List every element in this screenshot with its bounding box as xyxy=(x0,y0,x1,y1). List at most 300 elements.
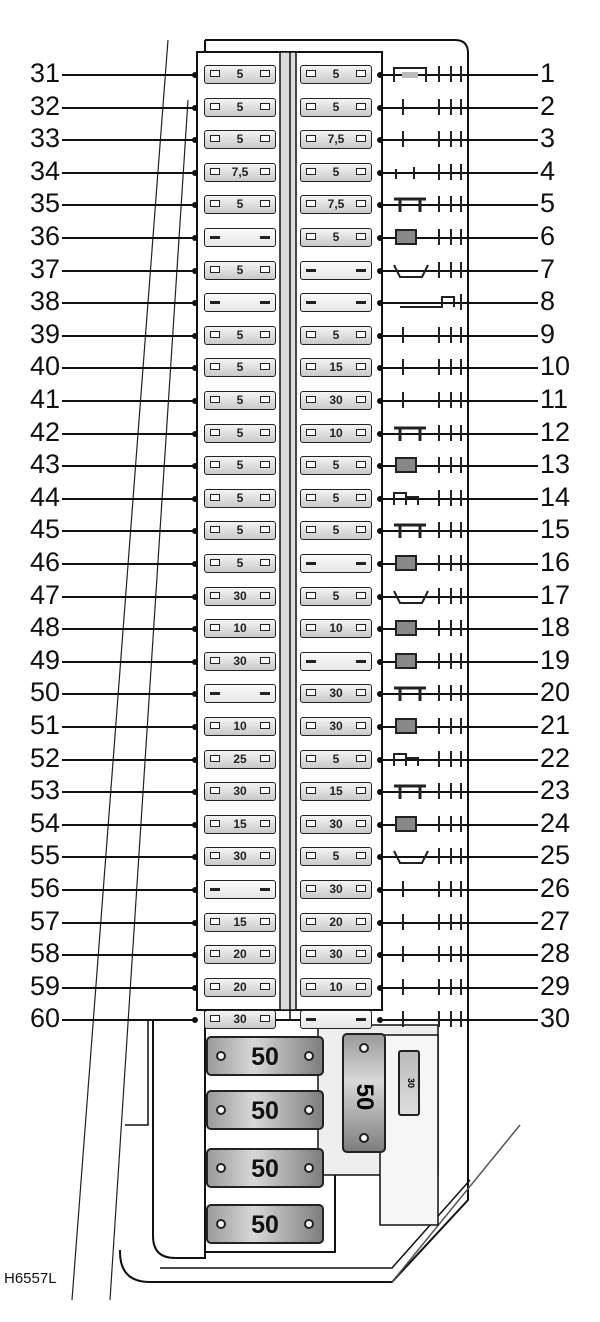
fuse-position-number: 56 xyxy=(29,873,60,903)
fuse-terminal-icon xyxy=(260,494,270,501)
fuse-terminal-icon xyxy=(306,592,316,599)
maxi-fuse xyxy=(206,1036,324,1076)
blade-fuse xyxy=(204,424,276,443)
connector-dot xyxy=(192,300,198,306)
fuse-rating: 20 xyxy=(329,915,343,929)
fuse-rating: 15 xyxy=(329,784,343,798)
fuse-terminal-icon xyxy=(260,755,270,762)
blade-fuse xyxy=(300,521,372,540)
leader-line xyxy=(62,270,196,272)
relay-symbol-icon xyxy=(392,454,472,476)
leader-line xyxy=(62,302,196,304)
fuse-terminal-icon xyxy=(356,233,366,240)
fuse-position-number: 1 xyxy=(540,58,556,88)
fuse-terminal-icon xyxy=(356,461,366,468)
maxi-fuse xyxy=(206,1204,324,1244)
blade-fuse xyxy=(204,293,276,312)
blade-fuse xyxy=(300,195,372,214)
fuse-terminal-icon xyxy=(260,918,270,925)
connector-dot xyxy=(192,920,198,926)
fuse-position-number: 49 xyxy=(29,645,60,675)
connector-dot xyxy=(192,1017,198,1023)
fuse-rating: 5 xyxy=(236,360,244,374)
fuse-position-number: 36 xyxy=(29,221,60,251)
blade-fuse xyxy=(300,782,372,801)
leader-line xyxy=(62,367,196,369)
fuse-position-number: 44 xyxy=(29,482,60,512)
fuse-terminal-icon xyxy=(210,135,220,142)
fuse-terminal-icon xyxy=(356,722,366,729)
fuse-position-number: 26 xyxy=(540,873,571,903)
fuse-rating: 5 xyxy=(332,100,340,114)
fuse-terminal-icon xyxy=(356,918,366,925)
fuse-terminal-icon xyxy=(260,461,270,468)
relay-symbol-icon xyxy=(392,128,472,150)
blade-fuse xyxy=(204,815,276,834)
fuse-rating: 20 xyxy=(233,947,247,961)
fuse-terminal-icon xyxy=(210,657,220,664)
leader-line xyxy=(62,498,196,500)
fuse-terminal-icon xyxy=(210,461,220,468)
fuse-terminal-icon xyxy=(356,983,366,990)
fuse-position-number: 35 xyxy=(29,188,60,218)
leader-line xyxy=(62,1019,196,1021)
fuse-terminal-icon xyxy=(210,494,220,501)
fuse-terminal-icon xyxy=(356,787,366,794)
fuse-terminal-icon xyxy=(356,301,366,304)
blade-fuse xyxy=(204,98,276,117)
fuse-rating: 30 xyxy=(233,1012,247,1026)
fuse-terminal-icon xyxy=(210,950,220,957)
fuse-rating: 5 xyxy=(236,328,244,342)
fuse-position-number: 31 xyxy=(29,58,60,88)
connector-dot xyxy=(192,594,198,600)
fuse-terminal-icon xyxy=(210,852,220,859)
fuse-rating: 10 xyxy=(233,621,247,635)
leader-line xyxy=(62,987,196,989)
leader-line xyxy=(62,139,196,141)
fuse-position-number: 8 xyxy=(540,286,556,316)
fuse-position-number: 55 xyxy=(29,840,60,870)
fuse-terminal-icon xyxy=(260,787,270,794)
fuse-position-number: 17 xyxy=(540,580,571,610)
leader-line xyxy=(62,172,196,174)
leader-line xyxy=(62,628,196,630)
fuse-rating: 30 xyxy=(329,817,343,831)
relay-symbol-icon xyxy=(392,585,472,607)
relay-symbol-icon xyxy=(392,552,472,574)
fuse-position-number: 45 xyxy=(29,514,60,544)
fuse-position-number: 59 xyxy=(29,971,60,1001)
fuse-terminal-icon xyxy=(306,103,316,110)
fuse-position-number: 12 xyxy=(540,417,571,447)
blade-fuse xyxy=(300,98,372,117)
fuse-position-number: 54 xyxy=(29,808,60,838)
fuse-position-number: 6 xyxy=(540,221,556,251)
fuse-position-number: 43 xyxy=(29,449,60,479)
maxi-fuse-rating: 50 xyxy=(251,1043,279,1071)
fuse-rating: 5 xyxy=(332,523,340,537)
fuse-rating: 30 xyxy=(329,882,343,896)
blade-fuse xyxy=(204,391,276,410)
leader-line xyxy=(62,856,196,858)
leader-line xyxy=(62,74,196,76)
fuse-position-number: 10 xyxy=(540,351,571,381)
connector-dot xyxy=(192,822,198,828)
fuse-terminal-icon xyxy=(260,1015,270,1022)
leader-line xyxy=(62,661,196,663)
fuse-terminal-icon xyxy=(210,236,220,239)
fuse-position-number: 51 xyxy=(29,710,60,740)
blade-fuse xyxy=(204,358,276,377)
fuse-terminal-icon xyxy=(210,103,220,110)
fuse-position-number: 50 xyxy=(29,677,60,707)
fuse-position-number: 23 xyxy=(540,775,571,805)
connector-dot xyxy=(192,235,198,241)
fuse-rating: 30 xyxy=(329,686,343,700)
fuse-rating: 30 xyxy=(233,654,247,668)
fuse-terminal-icon xyxy=(260,950,270,957)
blade-fuse xyxy=(300,913,372,932)
relay-symbol-icon xyxy=(392,96,472,118)
relay-symbol-icon xyxy=(392,748,472,770)
fuse-terminal-icon xyxy=(210,200,220,207)
leader-line xyxy=(62,563,196,565)
connector-dot xyxy=(192,724,198,730)
blade-fuse xyxy=(204,554,276,573)
fuse-terminal-icon xyxy=(260,396,270,403)
fuse-terminal-icon xyxy=(210,301,220,304)
fuse-terminal-icon xyxy=(260,983,270,990)
leader-line xyxy=(62,237,196,239)
blade-fuse xyxy=(300,261,372,280)
leader-line xyxy=(62,530,196,532)
connector-dot xyxy=(192,757,198,763)
relay-symbol-icon xyxy=(392,259,472,281)
blade-fuse xyxy=(204,130,276,149)
fuse-terminal-icon xyxy=(356,660,366,663)
fuse-terminal-icon xyxy=(210,396,220,403)
fuse-rating: 5 xyxy=(236,393,244,407)
fuse-terminal-icon xyxy=(306,396,316,403)
blade-fuse xyxy=(204,684,276,703)
fuse-terminal-icon xyxy=(306,820,316,827)
fuse-terminal-icon xyxy=(356,562,366,565)
fuse-terminal-icon xyxy=(306,269,316,272)
leader-line xyxy=(62,433,196,435)
fuse-terminal-icon xyxy=(210,70,220,77)
maxi-fuse xyxy=(206,1148,324,1188)
fuse-terminal-icon xyxy=(306,1018,316,1021)
fuse-terminal-icon xyxy=(306,918,316,925)
relay-symbol-icon xyxy=(392,845,472,867)
fuse-rating: 5 xyxy=(236,67,244,81)
fuse-terminal-icon xyxy=(356,103,366,110)
blade-fuse xyxy=(300,489,372,508)
leader-line xyxy=(62,107,196,109)
fuse-terminal-icon xyxy=(356,494,366,501)
fuse-rating: 5 xyxy=(332,67,340,81)
fuse-terminal-icon xyxy=(210,888,220,891)
fuse-terminal-icon xyxy=(306,461,316,468)
connector-dot xyxy=(192,659,198,665)
fuse-terminal-icon xyxy=(210,363,220,370)
reference-code: H6557L xyxy=(4,1270,57,1287)
connector-dot xyxy=(192,496,198,502)
fuse-terminal-icon xyxy=(306,660,316,663)
fuse-position-number: 9 xyxy=(540,319,556,349)
connector-dot xyxy=(192,137,198,143)
blade-fuse xyxy=(204,326,276,345)
blade-fuse xyxy=(300,847,372,866)
terminal-hole-icon xyxy=(304,1219,314,1229)
terminal-hole-icon xyxy=(304,1163,314,1173)
fuse-terminal-icon xyxy=(356,820,366,827)
fuse-position-number: 21 xyxy=(540,710,571,740)
fuse-terminal-icon xyxy=(260,168,270,175)
fuse-terminal-icon xyxy=(210,983,220,990)
fuse-terminal-icon xyxy=(306,885,316,892)
connector-dot xyxy=(192,431,198,437)
fuse-terminal-icon xyxy=(260,852,270,859)
fuse-terminal-icon xyxy=(356,1018,366,1021)
relay-symbol-icon xyxy=(392,943,472,965)
fuse-position-number: 40 xyxy=(29,351,60,381)
blade-fuse xyxy=(300,684,372,703)
relay-symbol-icon xyxy=(392,976,472,998)
leader-line xyxy=(62,335,196,337)
fuse-rating: 10 xyxy=(329,980,343,994)
blade-fuse xyxy=(204,847,276,866)
relay-symbol-icon xyxy=(392,780,472,802)
fuse-terminal-icon xyxy=(306,168,316,175)
fuse-terminal-icon xyxy=(356,885,366,892)
maxi-fuse xyxy=(206,1090,324,1130)
fuse-rating: 20 xyxy=(233,980,247,994)
blade-fuse xyxy=(204,750,276,769)
blade-fuse xyxy=(300,945,372,964)
fuse-position-number: 47 xyxy=(29,580,60,610)
fuse-terminal-icon xyxy=(356,331,366,338)
fuse-terminal-icon xyxy=(356,269,366,272)
connector-dot xyxy=(192,463,198,469)
fuse-terminal-icon xyxy=(260,103,270,110)
blade-fuse xyxy=(300,163,372,182)
blade-fuse xyxy=(300,228,372,247)
fuse-terminal-icon xyxy=(306,983,316,990)
blade-fuse xyxy=(300,815,372,834)
fuse-position-number: 20 xyxy=(540,677,571,707)
relay-symbol-icon xyxy=(392,487,472,509)
blade-fuse xyxy=(204,261,276,280)
relay-symbol-icon xyxy=(392,422,472,444)
blade-fuse xyxy=(300,293,372,312)
fuse-position-number: 16 xyxy=(540,547,571,577)
mini-fuse-rating: 30 xyxy=(406,1077,416,1088)
fuse-position-number: 58 xyxy=(29,938,60,968)
fuse-terminal-icon xyxy=(210,692,220,695)
fuse-position-number: 25 xyxy=(540,840,571,870)
relay-symbol-icon xyxy=(392,878,472,900)
connector-dot xyxy=(192,561,198,567)
blade-fuse xyxy=(300,880,372,899)
fuse-terminal-icon xyxy=(260,526,270,533)
fuse-terminal-icon xyxy=(210,755,220,762)
blade-fuse xyxy=(300,391,372,410)
fuse-terminal-icon xyxy=(356,526,366,533)
fuse-position-number: 30 xyxy=(540,1003,571,1033)
fuse-rating: 10 xyxy=(329,621,343,635)
blade-fuse xyxy=(300,130,372,149)
fuse-terminal-icon xyxy=(306,135,316,142)
fuse-position-number: 52 xyxy=(29,743,60,773)
fuse-rating: 5 xyxy=(332,328,340,342)
blade-fuse xyxy=(204,945,276,964)
fuse-terminal-icon xyxy=(356,624,366,631)
fuse-terminal-icon xyxy=(210,787,220,794)
fuse-position-number: 57 xyxy=(29,906,60,936)
fuse-rating: 7,5 xyxy=(231,165,249,179)
relay-symbol-icon xyxy=(392,356,472,378)
fuse-terminal-icon xyxy=(260,363,270,370)
connector-dot xyxy=(192,268,198,274)
fuse-terminal-icon xyxy=(260,657,270,664)
fuse-terminal-icon xyxy=(260,592,270,599)
blade-fuse xyxy=(204,880,276,899)
blade-fuse xyxy=(300,326,372,345)
fuse-position-number: 38 xyxy=(29,286,60,316)
relay-symbol-icon xyxy=(392,291,472,313)
fuse-rating: 7,5 xyxy=(327,132,345,146)
blade-fuse xyxy=(300,358,372,377)
fuse-rating: 5 xyxy=(236,556,244,570)
connector-dot xyxy=(192,528,198,534)
blade-fuse xyxy=(300,652,372,671)
vertical-maxi-fuse xyxy=(342,1033,386,1153)
fuse-terminal-icon xyxy=(356,168,366,175)
fuse-rating: 15 xyxy=(233,817,247,831)
fuse-position-number: 19 xyxy=(540,645,571,675)
fuse-terminal-icon xyxy=(210,559,220,566)
relay-symbol-icon xyxy=(392,813,472,835)
vertical-maxi-fuse-rating: 50 xyxy=(351,1083,378,1111)
fuse-rating: 5 xyxy=(332,849,340,863)
fuse-rating: 5 xyxy=(332,491,340,505)
fuse-position-number: 29 xyxy=(540,971,571,1001)
blade-fuse xyxy=(204,489,276,508)
fuse-rating: 30 xyxy=(329,719,343,733)
fuse-rating: 5 xyxy=(236,132,244,146)
fuse-rating: 30 xyxy=(329,947,343,961)
blade-fuse xyxy=(204,587,276,606)
fuse-terminal-icon xyxy=(306,526,316,533)
fuse-rating: 5 xyxy=(332,752,340,766)
blade-fuse xyxy=(204,228,276,247)
fuse-terminal-icon xyxy=(210,918,220,925)
fuse-position-number: 3 xyxy=(540,123,556,153)
leader-line xyxy=(62,922,196,924)
fuse-terminal-icon xyxy=(306,331,316,338)
relay-symbol-icon xyxy=(392,682,472,704)
fuse-rating: 10 xyxy=(329,426,343,440)
fuse-terminal-icon xyxy=(306,755,316,762)
blade-fuse xyxy=(300,619,372,638)
fuse-terminal-icon xyxy=(210,266,220,273)
relay-symbol-icon xyxy=(392,389,472,411)
blade-fuse xyxy=(300,978,372,997)
connector-dot xyxy=(192,72,198,78)
fuse-rating: 5 xyxy=(332,165,340,179)
fuse-position-number: 13 xyxy=(540,449,571,479)
fuse-position-number: 39 xyxy=(29,319,60,349)
connector-dot xyxy=(192,170,198,176)
relay-symbol-icon xyxy=(392,324,472,346)
fuse-position-number: 46 xyxy=(29,547,60,577)
blade-fuse xyxy=(300,424,372,443)
maxi-fuse-rating: 50 xyxy=(251,1211,279,1239)
fuse-terminal-icon xyxy=(306,494,316,501)
connector-dot xyxy=(192,365,198,371)
leader-line xyxy=(62,824,196,826)
fuse-terminal-icon xyxy=(306,950,316,957)
fuse-terminal-icon xyxy=(260,888,270,891)
relay-symbol-icon xyxy=(392,226,472,248)
fuse-terminal-icon xyxy=(306,852,316,859)
fuse-rating: 30 xyxy=(329,393,343,407)
fuse-terminal-icon xyxy=(210,820,220,827)
fuse-terminal-icon xyxy=(260,429,270,436)
fuse-terminal-icon xyxy=(356,429,366,436)
blade-fuse xyxy=(204,978,276,997)
fuse-terminal-icon xyxy=(306,301,316,304)
fuse-rating: 5 xyxy=(236,458,244,472)
terminal-hole-icon xyxy=(359,1043,369,1053)
blade-fuse xyxy=(204,456,276,475)
blade-fuse xyxy=(300,717,372,736)
fuse-terminal-icon xyxy=(260,820,270,827)
fuse-position-number: 32 xyxy=(29,91,60,121)
fuse-terminal-icon xyxy=(210,722,220,729)
fuse-terminal-icon xyxy=(356,135,366,142)
fuse-terminal-icon xyxy=(356,363,366,370)
relay-symbol-icon xyxy=(392,161,472,183)
relay-symbol-icon xyxy=(392,193,472,215)
fuse-rating: 15 xyxy=(329,360,343,374)
fuse-terminal-icon xyxy=(306,70,316,77)
fuse-position-number: 24 xyxy=(540,808,571,838)
fuse-rating: 5 xyxy=(332,230,340,244)
leader-line xyxy=(62,954,196,956)
blade-fuse xyxy=(300,456,372,475)
fuse-rating: 5 xyxy=(236,491,244,505)
blade-fuse xyxy=(204,782,276,801)
fuse-terminal-icon xyxy=(210,429,220,436)
fuse-terminal-icon xyxy=(210,592,220,599)
fuse-terminal-icon xyxy=(260,266,270,273)
fuse-terminal-icon xyxy=(260,236,270,239)
fuse-terminal-icon xyxy=(356,396,366,403)
relay-symbol-icon xyxy=(392,63,472,85)
blade-fuse xyxy=(204,163,276,182)
leader-line xyxy=(62,791,196,793)
leader-line xyxy=(62,204,196,206)
fuse-terminal-icon xyxy=(356,689,366,696)
fuse-terminal-icon xyxy=(306,689,316,696)
blade-fuse xyxy=(204,195,276,214)
connector-dot xyxy=(192,105,198,111)
fuse-terminal-icon xyxy=(210,168,220,175)
connector-dot xyxy=(192,626,198,632)
